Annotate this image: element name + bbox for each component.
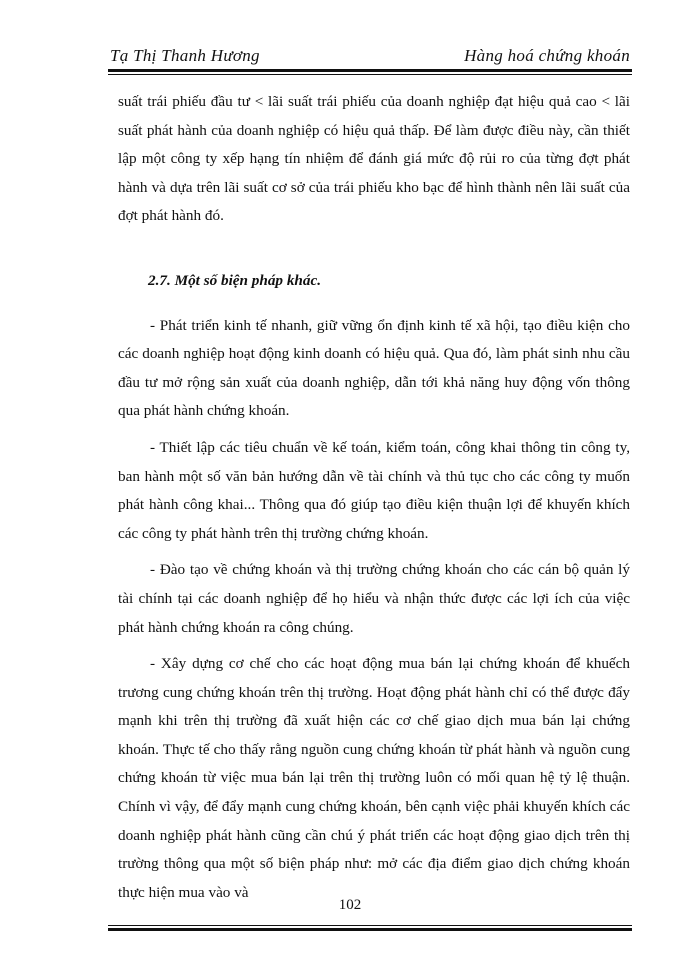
header-author: Tạ Thị Thanh Hương bbox=[110, 46, 260, 65]
page-number: 102 bbox=[338, 897, 362, 913]
paragraph-4: - Xây dựng cơ chế cho các hoạt động mua bán lại chứng khoán để khuếch trương cung chứng khoán trên thị trường. Hoạt động phát hành chỉ có thể được đẩy mạnh khi trên thị trường đã xuất hiện các cơ chế giao dịch mua bán lại chứng khoán. Thực tế cho thấy rằng nguồn cung chứng khoán từ phát hành và nguồn cung chứng khoán từ việc mua bán lại trên thị trường luôn có mối quan hệ tỷ lệ thuận. Chính vì vậy, để đẩy mạnh cung chứng khoán, bên cạnh việc phải khuyến khích các doanh nghiệp phát hành cũng cần chú ý phát triển các hoạt động giao dịch trên thị trường thông qua một số biện pháp như: mở các địa điểm giao dịch chứng khoán thực hiện mua vào và bbox=[118, 655, 630, 901]
footer-rule-thin bbox=[108, 925, 632, 926]
section-heading: 2.7. Một số biện pháp khác. bbox=[148, 271, 321, 289]
paragraph-3: - Đào tạo về chứng khoán và thị trường chứng khoán cho các cán bộ quản lý tài chính tại các doanh nghiệp để họ hiểu và nhận thức được các lợi ích của việc phát hành chứng khoán ra công chúng. bbox=[118, 561, 630, 636]
header-title: Hàng hoá chứng khoán bbox=[464, 46, 630, 65]
paragraph-1: - Phát triển kinh tế nhanh, giữ vững ổn định kinh tế xã hội, tạo điều kiện cho các doanh nghiệp hoạt động kinh doanh có hiệu quả. Qua đó, làm phát sinh nhu cầu đầu tư mở rộng sản xuất của doanh nghiệp, dẫn tới khả năng huy động vốn thông qua phát hành chứng khoán. bbox=[118, 316, 630, 420]
page-header bbox=[110, 38, 630, 68]
footer-rule-thick bbox=[108, 928, 632, 931]
body-text bbox=[118, 88, 630, 907]
paragraph-2: - Thiết lập các tiêu chuẩn về kế toán, kiểm toán, công khai thông tin công ty, ban hành một số văn bản hướng dẫn về tài chính và thủ tục cho các công ty muốn phát hành công khai... Thông qua đó giúp tạo điều kiện thuận lợi để khuyến khích các công ty phát hành trên thị trường chứng khoán. bbox=[118, 438, 630, 542]
header-rule-thick bbox=[108, 69, 632, 72]
header-rule-thin bbox=[108, 74, 632, 75]
opening-paragraph: suất trái phiếu đầu tư < lãi suất trái phiếu của doanh nghiệp đạt hiệu quả cao < lãi suất phát hành của doanh nghiệp có hiệu quả thấp. Để làm được điều này, cần thiết lập một công ty xếp hạng tín nhiệm để đánh giá mức độ rủi ro của từng đợt phát hành và dựa trên lãi suất cơ sở của trái phiếu kho bạc để hình thành nên lãi suất của đợt phát hành đó. bbox=[118, 93, 630, 225]
